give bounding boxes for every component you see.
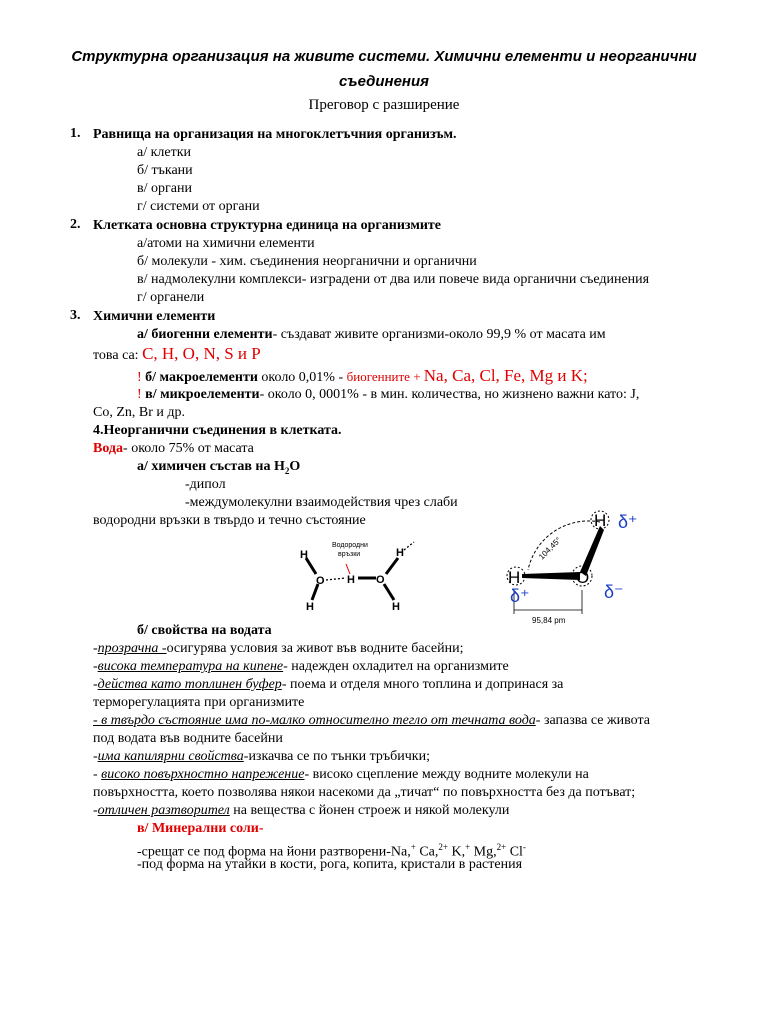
interactions-cont: водородни връзки в твърдо и течно състояние	[93, 513, 366, 528]
hydrogen-bond-line	[326, 578, 346, 580]
macroelements-bio: биогенните +	[346, 369, 424, 384]
bond-angle-label: 104,45°	[537, 535, 563, 562]
list-item: а/ клетки	[137, 145, 192, 160]
page-title: Структурна организация на живите системи. Химични елементи и неорганични съединения	[71, 48, 697, 90]
section-3-number: 3.	[70, 308, 81, 323]
dash: -	[93, 659, 98, 674]
ion-symbol: K,	[447, 844, 466, 860]
list-item: б/ тъкани	[137, 163, 193, 178]
property-line	[93, 640, 464, 658]
exclamation-mark: !	[137, 370, 142, 385]
section-4-heading: 4.Неорганични съединения в клетката.	[93, 423, 342, 438]
mineral-salts-deposits-line: -под форма на утайки в кости, рога, копита, кристали в растения	[137, 857, 523, 872]
atom-label: H	[306, 601, 314, 613]
property-text: - запазва се живота	[535, 713, 650, 728]
page-subtitle: Преговор с разширение	[308, 97, 460, 113]
list-item: в/ надмолекулни комплекси- изградени от два или повече вида органични съединения	[137, 272, 650, 287]
property-term: високо повърхностно напрежение	[101, 767, 305, 782]
property-term: действа като топлинен буфер	[97, 677, 282, 692]
biogenic-elements-cont	[93, 345, 261, 365]
biogenic-label: а/ биогенни елементи	[137, 327, 273, 342]
ion-symbol: Ca,	[415, 844, 439, 860]
property-line	[93, 712, 650, 730]
section-1-number: 1.	[70, 126, 81, 141]
hydrogen-bonds-label: Водородни	[332, 542, 368, 549]
biogenic-text: - създават живите организми-около 99,9 % от масата им	[272, 327, 606, 342]
dash: -	[93, 803, 98, 818]
property-line	[93, 676, 563, 694]
property-text: - надежден охладител на организмите	[283, 659, 509, 674]
water-text: - около 75% от масата	[123, 441, 254, 456]
list-item: г/ органели	[137, 290, 205, 305]
property-text: -изкачва се по тънки тръбички;	[243, 749, 430, 764]
water-line	[93, 440, 254, 458]
microelements-cont: Co, Zn, Br и др.	[93, 405, 186, 420]
ion-symbol: Cl	[506, 844, 523, 860]
biogenic-cont-text: това са:	[93, 348, 143, 363]
hydrogen-bond-diagram	[288, 538, 424, 618]
property-cont: повърхността, което позволява някои насекоми да „тичат“ по повърхността без да потъват;	[93, 785, 636, 800]
macroelements-element-list: Na, Ca, Cl, Fe, Mg и K;	[423, 366, 588, 385]
list-item: а/атоми на химични елементи	[137, 236, 315, 251]
bond-line	[386, 558, 398, 574]
dash: -	[93, 677, 98, 692]
pointer-line	[346, 564, 350, 574]
microelements-line	[137, 386, 639, 404]
ion-charge: +	[465, 842, 471, 852]
property-term: висока температура на кипене	[97, 659, 284, 674]
atom-label: O	[376, 574, 385, 586]
list-item: г/ системи от органи	[137, 199, 260, 214]
section-2-number: 2.	[70, 217, 81, 232]
property-term: прозрачна -	[97, 641, 167, 656]
macroelements-label: б/ макроелементи	[141, 370, 258, 385]
macroelements-line	[137, 367, 588, 387]
atom-label: H	[300, 549, 308, 561]
atom-label: H	[347, 574, 355, 586]
chemical-composition-end: O	[289, 459, 301, 474]
atom-label: H	[392, 601, 400, 613]
property-line	[93, 748, 430, 766]
chemical-composition-label: а/ химичен състав на H	[137, 459, 285, 474]
section-2-heading: Клетката основна структурна единица на организмите	[93, 218, 442, 233]
dash: -	[93, 641, 98, 656]
ion-charge: +	[410, 842, 416, 852]
microelements-text: - около 0, 0001% - в мин. количества, но жизнено важни като: J,	[259, 387, 640, 402]
exclamation-mark: !	[137, 387, 142, 402]
interactions-line: -междумолекулни взаимодействия чрез слаби	[185, 495, 458, 510]
atom-label: H	[396, 547, 404, 559]
hydrogen-bond-line	[404, 542, 414, 550]
atom-h-left: H	[508, 568, 521, 587]
microelements-label: в/ микроелементи	[141, 387, 260, 402]
property-text: - поема и отделя много топлина и допринася за	[281, 677, 564, 692]
bond-wedge	[522, 572, 580, 580]
properties-heading: б/ свойства на водата	[137, 623, 272, 638]
subscript-2: 2	[284, 465, 290, 476]
property-text: - високо сцепление между водните молекули на	[304, 767, 589, 782]
property-term: има капилярни свойства	[97, 749, 244, 764]
section-1-heading: Равнища на организация на многоклетъчния организъм.	[93, 127, 457, 142]
ions-text: -срещат се под форма на йони разтворени-Na,	[137, 844, 411, 860]
bond-line	[384, 584, 394, 600]
property-cont: под водата във водните басейни	[93, 731, 283, 746]
biogenic-element-list: C, H, O, N, S и P	[142, 344, 261, 363]
ion-charge: 2+	[438, 842, 448, 852]
mineral-salts-heading: в/ Минерални соли-	[137, 821, 264, 836]
list-item: б/ молекули - хим. съединения неорганични и органични	[137, 254, 477, 269]
hydrogen-bonds-label: връзки	[338, 551, 361, 558]
atom-o: O	[576, 568, 590, 587]
water-label: Вода	[93, 441, 124, 456]
delta-plus-bottom: δ⁺	[510, 586, 530, 606]
dash: -	[93, 767, 102, 782]
delta-plus-top: δ⁺	[618, 512, 638, 532]
biogenic-elements-line	[137, 326, 606, 344]
property-text: на вещества с йонен строеж и някой молекули	[229, 803, 510, 818]
dipole-line: -дипол	[185, 477, 226, 492]
property-line	[93, 766, 589, 784]
list-item: в/ органи	[137, 181, 192, 196]
ion-symbol: Mg,	[470, 844, 497, 860]
atom-h-top: H	[594, 511, 607, 530]
ion-charge: 2+	[496, 842, 507, 852]
bond-length-label: 95,84 pm	[532, 616, 566, 625]
property-cont: терморегулацията при организмите	[93, 695, 305, 710]
section-3-heading: Химични елементи	[93, 309, 216, 324]
ion-charge: -	[522, 842, 526, 852]
property-line	[93, 802, 509, 820]
property-term: - в твърдо състояние има по-малко относително тегло от течната вода	[93, 713, 536, 728]
macroelements-text: около 0,01% -	[257, 370, 347, 385]
property-text: осигурява условия за живот във водните басейни;	[166, 641, 464, 656]
atom-label: O	[316, 575, 325, 587]
property-term: отличен разтворител	[97, 803, 230, 818]
water-molecule-diagram	[500, 500, 660, 630]
property-line	[93, 658, 509, 676]
delta-minus: δ⁻	[604, 582, 624, 602]
dash: -	[93, 749, 98, 764]
